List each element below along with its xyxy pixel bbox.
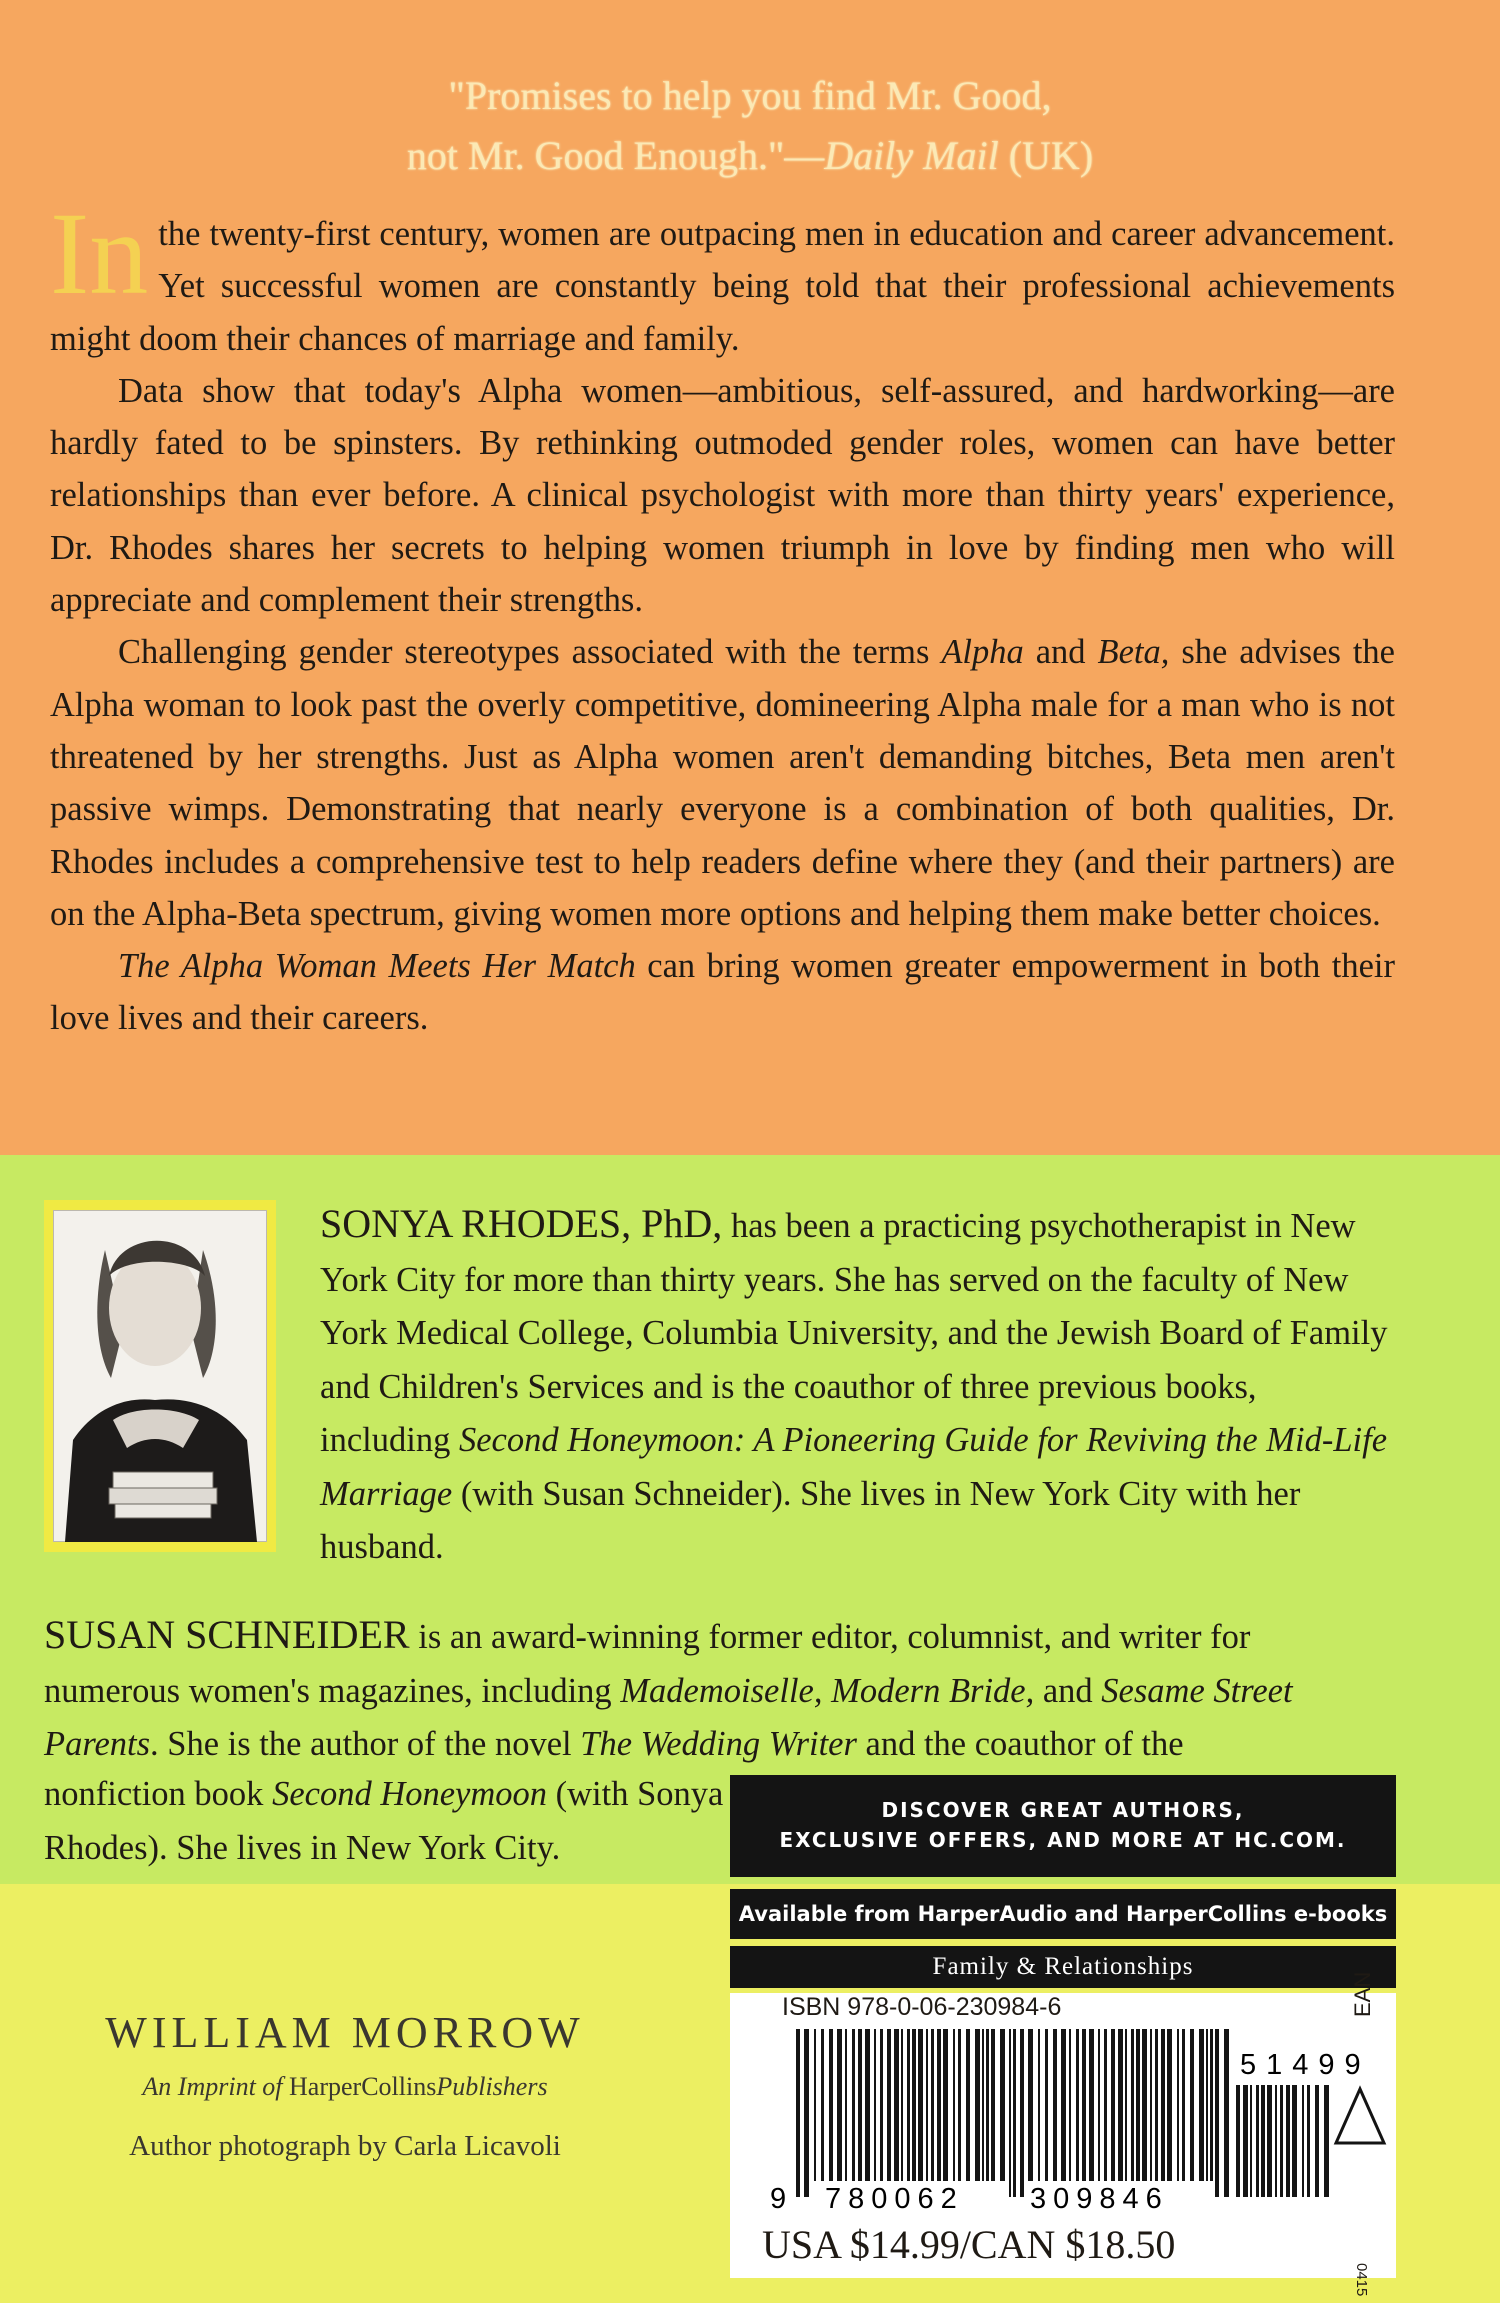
bio-schneider-text-a: is an award-winning former editor, columnist, and writer for numerous women's magazines, including xyxy=(44,1618,1251,1710)
bio-rhodes-text-b: (with Susan Schneider). She lives in New York City with her husband. xyxy=(320,1474,1301,1566)
print-code: 0415 xyxy=(1353,2263,1370,2297)
barcode-bar xyxy=(1275,2085,1277,2197)
barcode-bar xyxy=(894,2029,899,2181)
author-bio-schneider xyxy=(44,1608,1395,1772)
barcode-bar xyxy=(1182,2029,1185,2181)
hc-promo-line-1: DISCOVER GREAT AUTHORS, xyxy=(881,1798,1245,1822)
barcode-bar xyxy=(1142,2029,1147,2181)
imprint-sub-a: An Imprint of xyxy=(142,2072,290,2101)
category-bar: Family & Relationships xyxy=(730,1946,1396,1988)
barcode-bar xyxy=(991,2029,995,2181)
publisher-imprint xyxy=(40,2003,650,2181)
bio-rhodes-text-a: has been a practicing psychotherapist in New York City for more than thirty years. She has served on the faculty of New York Medical College, Columbia University, and the Jewish Board of Family and Children's Services and is the coauthor of three previous books, including xyxy=(320,1207,1388,1459)
barcode-bar xyxy=(821,2029,824,2181)
barcode-lead-digit: 9 xyxy=(770,2183,787,2215)
barcode-bar xyxy=(982,2029,984,2181)
barcode-bar xyxy=(1155,2029,1158,2181)
barcode-bar xyxy=(1013,2029,1016,2197)
ean-label: EAN xyxy=(1350,1971,1375,2017)
author-photo-image xyxy=(53,1210,267,1542)
book-title-mention: The Alpha Woman Meets Her Match xyxy=(118,947,636,986)
author-bio-schneider-continued xyxy=(44,1768,724,1875)
pull-quote-line-1: "Promises to help you find Mr. Good, xyxy=(448,73,1052,118)
barcode-bar xyxy=(804,2029,809,2197)
author-bio-rhodes xyxy=(320,1197,1395,1575)
pull-quote-source: Daily Mail xyxy=(824,133,999,178)
bio-schneider-text-c: and the coauthor of the xyxy=(856,1725,1184,1763)
barcode-bar xyxy=(1045,2029,1048,2181)
barcode-bar xyxy=(943,2029,948,2181)
barcode-bar xyxy=(1236,2085,1240,2197)
imprint-sub-c: Publishers xyxy=(436,2072,548,2101)
barcode-group-2: 309846 xyxy=(1030,2183,1169,2215)
barcode-bar xyxy=(1028,2029,1033,2181)
barcode-bar xyxy=(937,2029,941,2181)
imprint-name: WILLIAM MORROW xyxy=(105,2008,585,2057)
blurb-paragraph-3 xyxy=(50,626,1395,940)
barcode-bar xyxy=(1302,2085,1304,2197)
barcode-bar xyxy=(958,2029,961,2181)
barcode-bar xyxy=(1190,2029,1194,2181)
barcode-bar xyxy=(1104,2029,1107,2181)
book-blurb xyxy=(50,188,1395,1045)
pull-quote xyxy=(250,66,1250,186)
barcode-bar xyxy=(926,2029,928,2181)
audio-availability-bar: Available from HarperAudio and HarperCollins e-books xyxy=(730,1889,1396,1939)
author-name-rhodes: SONYA RHODES, PhD, xyxy=(320,1201,723,1246)
barcode-bar xyxy=(1131,2029,1134,2181)
barcode-bar xyxy=(986,2029,989,2181)
bio-tail-text-b: (with Sonya Rhodes). She lives in New York City. xyxy=(44,1775,724,1867)
barcode-bar xyxy=(953,2029,955,2181)
blurb-paragraph-1-text: the twenty-first century, women are outpacing men in education and career advancement. Yet successful women are constantly being told that their professional achievements might doom their chances of marriage and family. xyxy=(50,215,1395,358)
barcode-bar xyxy=(1089,2029,1094,2181)
bio-schneider-text-b: . She is the author of the novel xyxy=(150,1725,581,1763)
barcode-bar xyxy=(1224,2029,1229,2197)
barcode-bar xyxy=(1177,2029,1179,2181)
addon-barcode-bars xyxy=(1236,2085,1329,2197)
blurb-paragraph-1 xyxy=(50,188,1395,365)
barcode-bar xyxy=(887,2029,891,2181)
barcode-bar xyxy=(1210,2029,1213,2181)
barcode-bar xyxy=(1076,2029,1079,2181)
barcode-bar xyxy=(1256,2085,1259,2197)
blurb-paragraph-2: Data show that today's Alpha women—ambitious, self-assured, and hardworking—are hardly fated to be spinsters. By rethinking outmoded gender roles, women can have better relationships than ever before. A clinical psychologist with more than thirty years' experience, Dr. Rhodes shares her secrets to helping women triumph in love by finding men who will appreciate and complement their strengths. xyxy=(50,371,1395,620)
pull-quote-region: (UK) xyxy=(998,133,1094,178)
drop-cap: In xyxy=(50,188,149,319)
barcode-bar xyxy=(907,2029,910,2181)
barcode-bar xyxy=(918,2029,923,2181)
barcode-bar xyxy=(852,2029,855,2181)
barcode-bar xyxy=(1215,2029,1219,2197)
addon-digits: 51499 xyxy=(1240,2049,1371,2081)
bio-schneider-and: and xyxy=(1034,1671,1102,1710)
triangle-icon xyxy=(1336,2089,1384,2143)
price-text: USA $14.99/CAN $18.50 xyxy=(762,2222,1176,2267)
magazine-title-sesame: Sesame Street Parents xyxy=(44,1671,1293,1763)
barcode-group-1: 780062 xyxy=(825,2183,964,2215)
barcode-bar xyxy=(1098,2029,1100,2181)
blurb-paragraph-4 xyxy=(50,940,1395,1045)
blurb-p3-text-b: she advises the Alpha woman to look past the overly competitive, domineering Alpha male for a man who is not threatened by her strengths. Just as Alpha women aren't demanding bitches, Beta men aren't passive wimps. Demonstrating that nearly everyone is a combination of both qualities, Dr. Rhodes includes a comprehensive test to help readers define where they (and their partners) are on the Alpha-Beta spectrum, giving women more options and helping them make better choices. xyxy=(50,633,1395,933)
term-beta: Beta, xyxy=(1097,633,1170,672)
bio-tail-text-a: nonfiction book xyxy=(44,1775,273,1813)
barcode-bar xyxy=(1167,2029,1172,2181)
barcode-bar xyxy=(1150,2029,1152,2181)
barcode-bar xyxy=(829,2029,833,2181)
author-name-schneider: SUSAN SCHNEIDER xyxy=(44,1612,410,1657)
barcode-bar xyxy=(1267,2085,1272,2197)
blurb-p4-text: can bring women greater empowerment in both their love lives and their careers. xyxy=(50,947,1395,1038)
barcode-bar xyxy=(1118,2029,1123,2181)
barcode-bar xyxy=(912,2029,916,2181)
isbn-text: ISBN 978-0-06-230984-6 xyxy=(782,1993,1062,2021)
barcode-bar xyxy=(1206,2029,1208,2181)
barcode-bar xyxy=(1053,2029,1057,2181)
barcode-bar xyxy=(1125,2029,1127,2181)
barcode-bar xyxy=(901,2029,903,2181)
barcode-bar xyxy=(1199,2029,1204,2181)
main-barcode-bars xyxy=(796,2029,1229,2197)
barcode-bar xyxy=(1280,2085,1283,2197)
magazine-titles: Mademoiselle, Modern Bride, xyxy=(620,1671,1035,1710)
imprint-subtitle xyxy=(40,2063,650,2111)
barcode-bar xyxy=(874,2029,876,2181)
barcode-bar xyxy=(1286,2085,1290,2197)
barcode-bar xyxy=(1250,2085,1252,2197)
bio-rhodes-book: Second Honeymoon: A Pioneering Guide for Reviving the Mid-Life Marriage xyxy=(320,1421,1388,1513)
hc-promo-line-2: EXCLUSIVE OFFERS, AND MORE AT HC.COM. xyxy=(779,1828,1347,1852)
author-photo xyxy=(44,1200,276,1552)
term-alpha: Alpha xyxy=(941,633,1024,672)
barcode-bar xyxy=(975,2029,980,2181)
barcode-bar xyxy=(1315,2085,1319,2197)
barcode-bar xyxy=(1069,2029,1071,2181)
barcode-bar xyxy=(1020,2029,1024,2197)
barcode-bar xyxy=(858,2029,862,2181)
barcode-bar xyxy=(931,2029,934,2181)
barcode-bar xyxy=(1061,2029,1066,2181)
barcode-bar xyxy=(1292,2085,1297,2197)
barcode-bar xyxy=(837,2029,842,2181)
barcode-bar xyxy=(1111,2029,1115,2181)
barcode xyxy=(730,1993,1396,2223)
barcode-bar xyxy=(1261,2085,1265,2197)
photo-credit: Author photograph by Carla Licavoli xyxy=(129,2130,561,2162)
barcode-bar xyxy=(1082,2029,1086,2181)
imprint-sub-b: HarperCollins xyxy=(289,2072,437,2101)
barcode-bar xyxy=(1307,2085,1310,2197)
blurb-p3-text-a: Challenging gender stereotypes associated with the terms xyxy=(118,633,942,672)
barcode-bar xyxy=(865,2029,870,2181)
pull-quote-line-2: not Mr. Good Enough."— xyxy=(406,133,825,178)
barcode-bar xyxy=(1000,2029,1005,2181)
hc-promo-bar xyxy=(730,1775,1396,1877)
barcode-bar xyxy=(1324,2085,1329,2197)
barcode-bar xyxy=(1009,2029,1011,2197)
barcode-bar xyxy=(1243,2085,1248,2197)
barcode-bar xyxy=(1038,2029,1040,2181)
barcode-bar xyxy=(845,2029,847,2181)
bio-tail-book: Second Honeymoon xyxy=(272,1775,548,1813)
novel-title: The Wedding Writer xyxy=(580,1725,857,1763)
barcode-bar xyxy=(1161,2029,1165,2181)
barcode-bar xyxy=(796,2029,800,2197)
barcode-bar xyxy=(966,2029,970,2181)
barcode-bar xyxy=(814,2029,816,2181)
barcode-box xyxy=(730,1971,1396,2297)
barcode-bar xyxy=(880,2029,883,2181)
barcode-bar xyxy=(1136,2029,1140,2181)
blurb-p3-and: and xyxy=(1023,633,1098,672)
